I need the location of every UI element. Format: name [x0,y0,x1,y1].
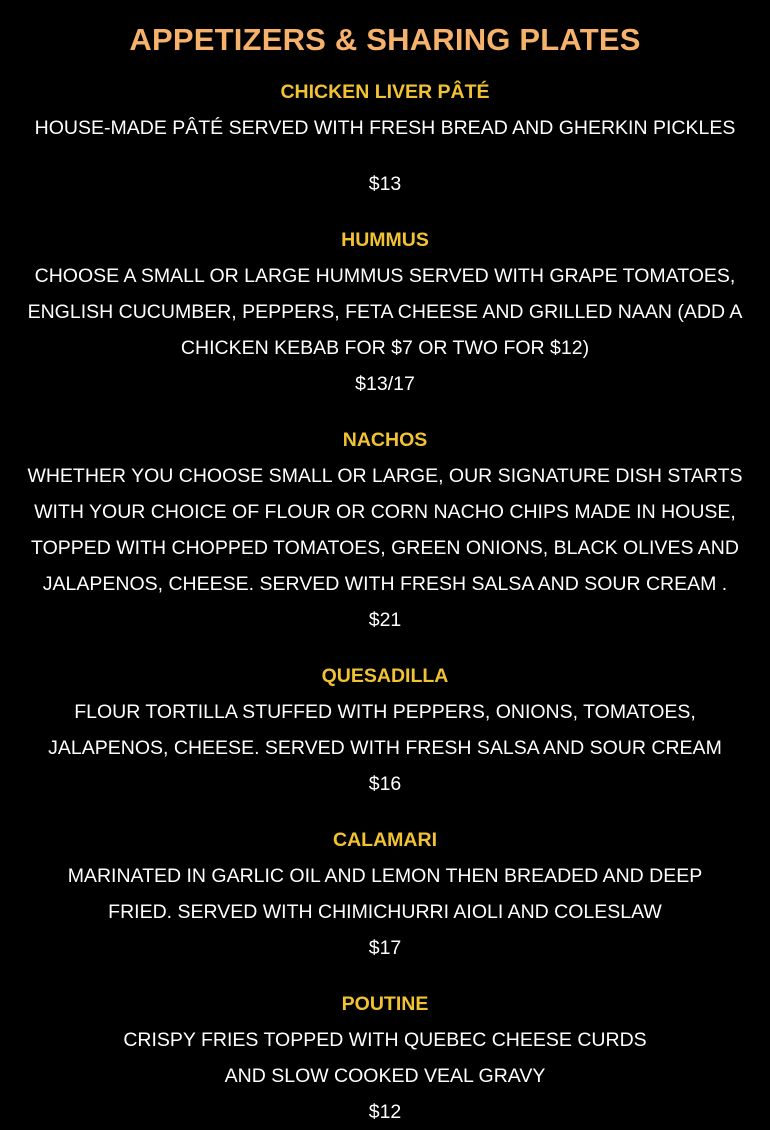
item-spacer [10,402,760,422]
item-description: FLOUR TORTILLA STUFFED WITH PEPPERS, ONIONS, TOMATOES, JALAPENOS, CHEESE. SERVED WITH FRESH SALSA AND SOUR CREAM [48,701,722,759]
item-description: WHETHER YOU CHOOSE SMALL OR LARGE, OUR SIGNATURE DISH STARTS WITH YOUR CHOICE OF FLOUR OR CORN NACHO CHIPS MADE IN HOUSE, TOPPED WITH CHOPPED TOMATOES, GREEN ONIONS, BLACK OLIVES AND JALAPENOS, CHEESE. SERVED WITH FRESH SALSA AND SOUR CREAM . [27,465,743,595]
item-description-line-2: AND SLOW COOKED VEAL GRAVY [224,1065,546,1087]
menu-item-nachos [10,422,760,638]
menu-item-quesadilla [10,658,760,802]
section-title: APPETIZERS & SHARING PLATES [129,22,641,57]
item-name: HUMMUS [341,229,429,251]
item-name: POUTINE [341,993,429,1015]
item-name: NACHOS [342,429,428,451]
item-description: HOUSE-MADE PÂTÉ SERVED WITH FRESH BREAD AND GHERKIN PICKLES [34,117,736,139]
item-spacer [10,638,760,658]
menu-item-poutine [10,986,760,1130]
item-price: $13 [368,173,402,195]
item-spacer [10,202,760,222]
item-spacer [10,802,760,822]
item-description-line-1: CRISPY FRIES TOPPED WITH QUEBEC CHEESE CURDS [123,1029,647,1051]
item-price: $21 [368,609,402,631]
item-name: CALAMARI [333,829,437,851]
item-price: $13/17 [355,373,415,395]
menu-item-hummus [10,222,760,402]
item-name: CHICKEN LIVER PÂTÉ [280,81,490,103]
item-price: $16 [368,773,402,795]
item-price: $12 [368,1101,402,1123]
item-price: $17 [368,937,402,959]
item-description: CHOOSE A SMALL OR LARGE HUMMUS SERVED WITH GRAPE TOMATOES, ENGLISH CUCUMBER, PEPPERS, FETA CHEESE AND GRILLED NAAN (ADD A CHICKEN KEBAB FOR $7 OR TWO FOR $12) [27,265,743,359]
menu-item-chicken-liver-pate [10,74,760,202]
menu-item-calamari [10,822,760,966]
item-name: QUESADILLA [321,665,449,687]
item-description: MARINATED IN GARLIC OIL AND LEMON THEN BREADED AND DEEP FRIED. SERVED WITH CHIMICHURRI AIOLI AND COLESLAW [67,865,703,923]
item-spacer [10,966,760,986]
